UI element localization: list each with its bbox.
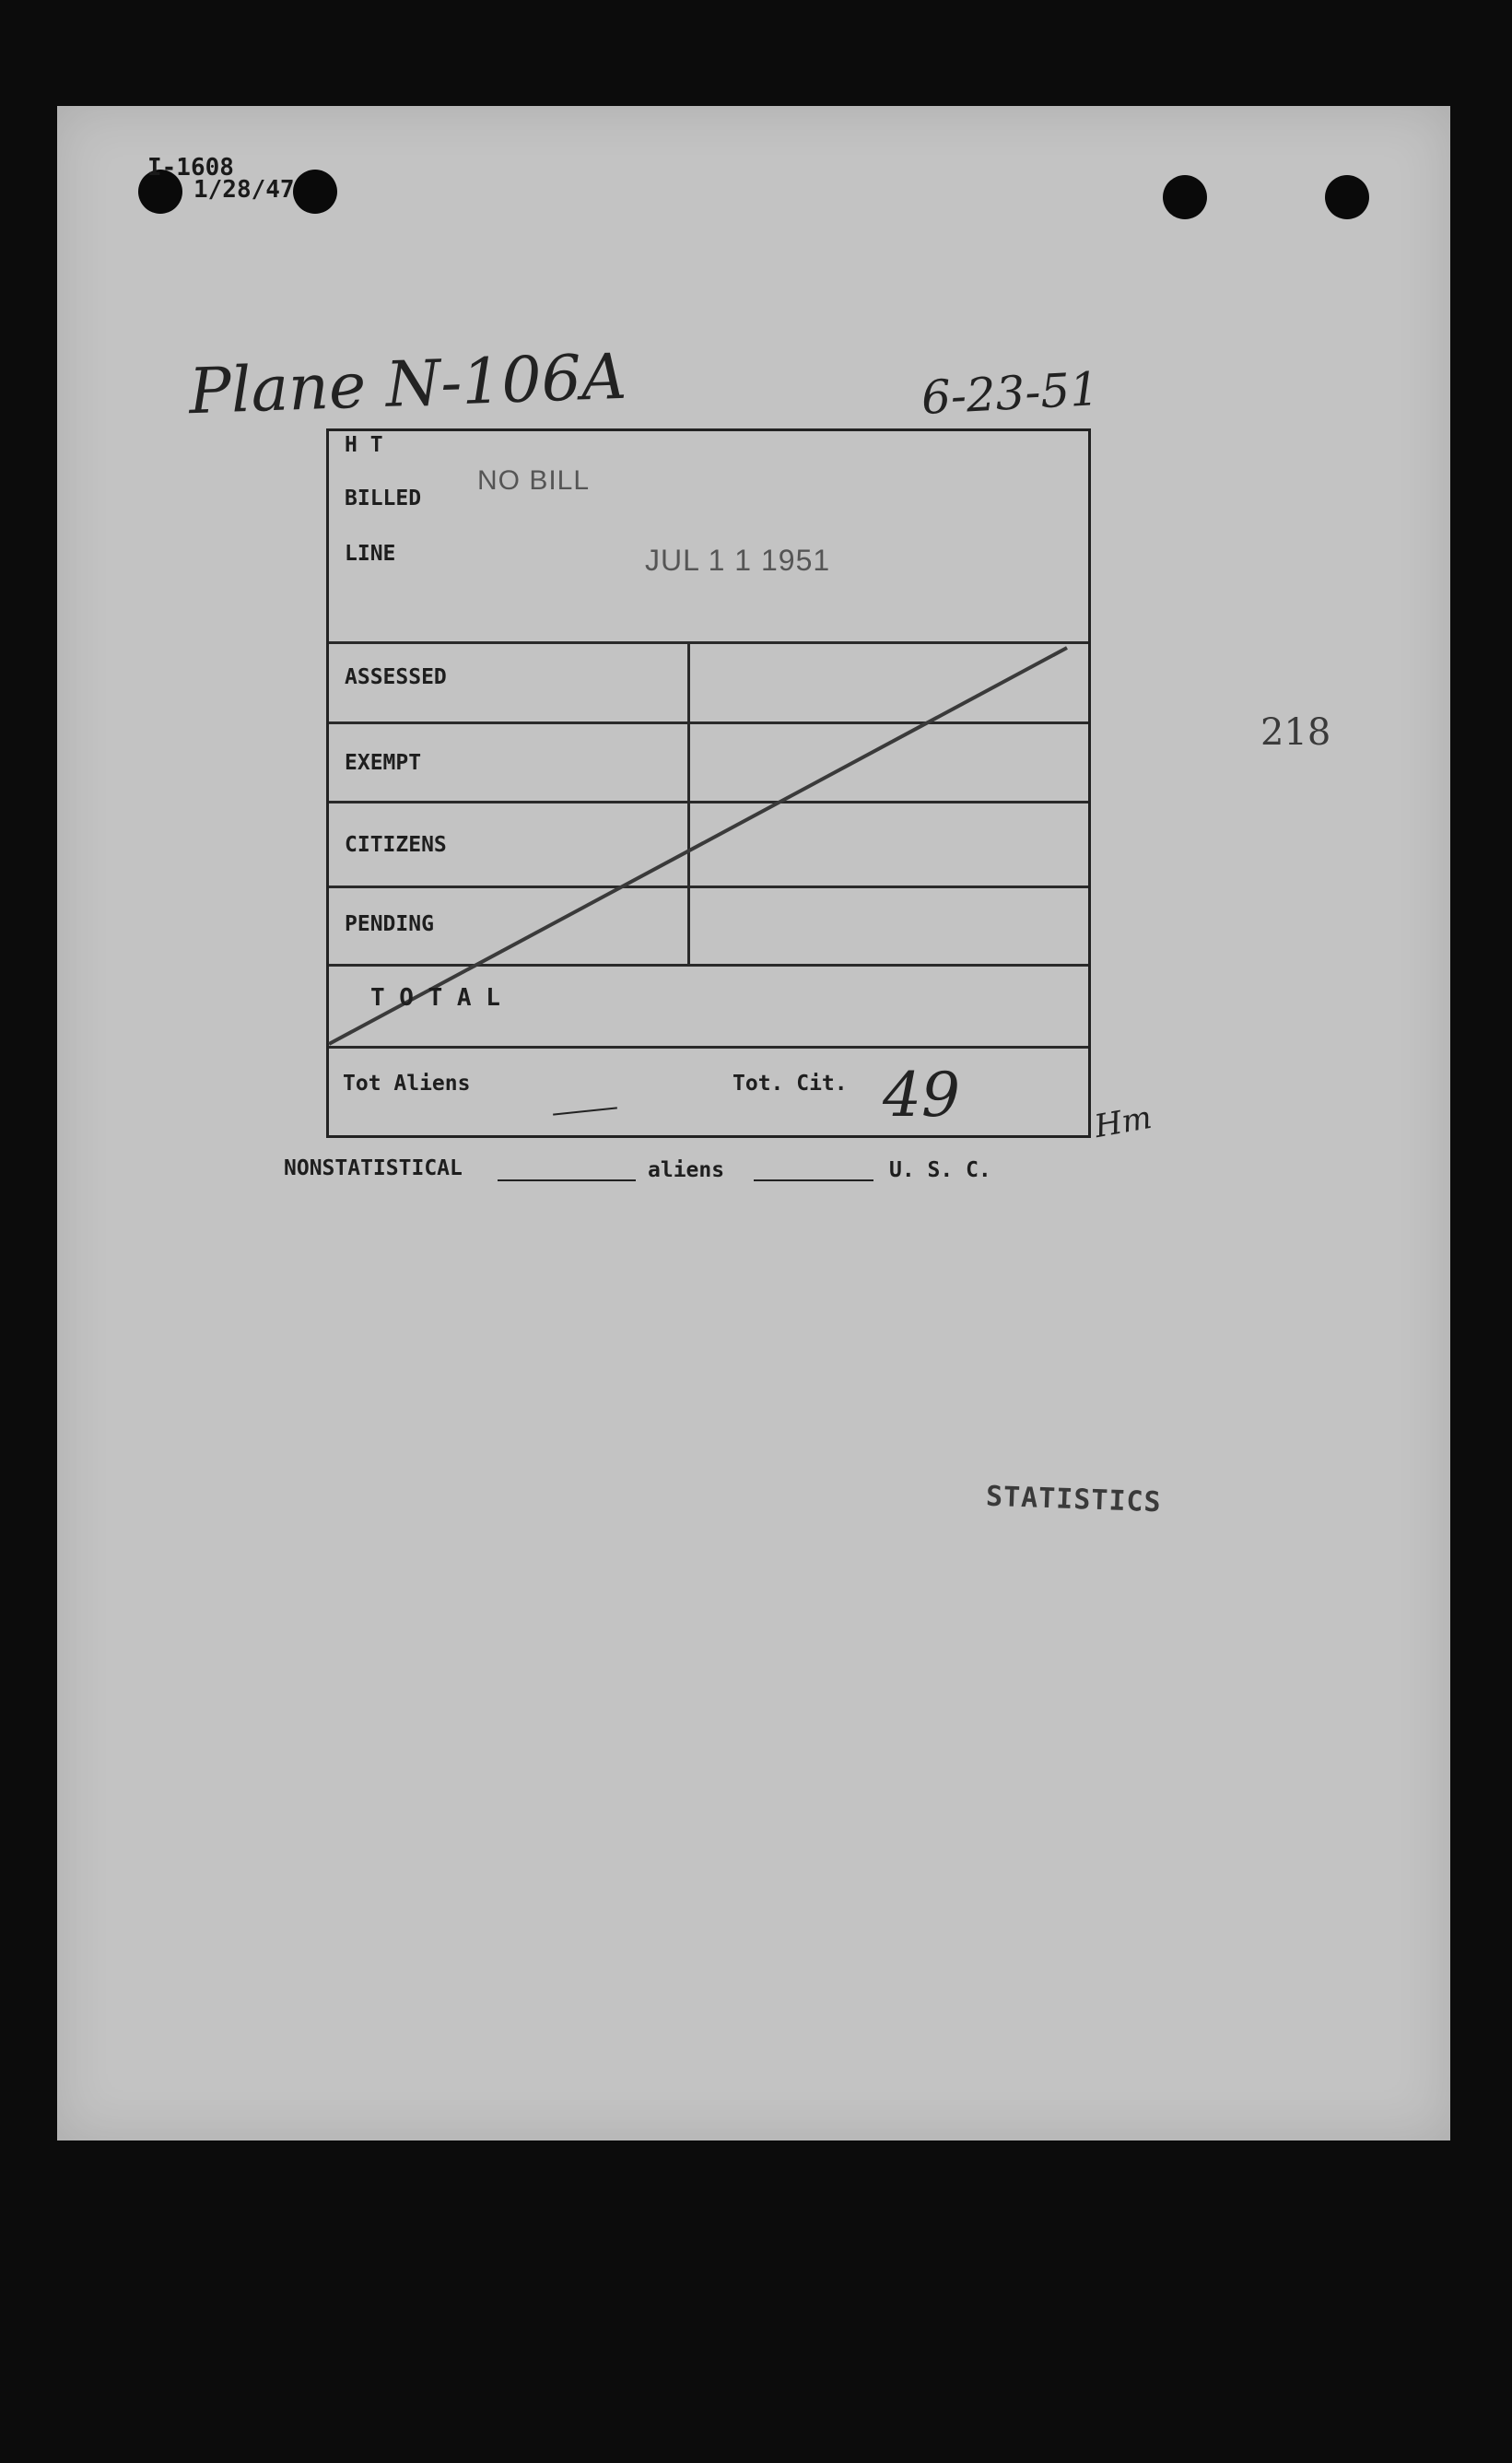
punch-hole-left-2 — [293, 170, 337, 214]
citizens-count: 49 — [883, 1060, 960, 1131]
label-total: T O T A L — [370, 984, 500, 1012]
label-pending: PENDING — [345, 912, 434, 936]
label-nonstatistical: NONSTATISTICAL — [284, 1156, 463, 1180]
punch-hole-right-1 — [1163, 175, 1207, 219]
aliens-blank — [754, 1179, 873, 1181]
label-assessed: ASSESSED — [345, 665, 447, 689]
flight-number: Plane N-106A — [187, 340, 628, 429]
label-aliens: aliens — [648, 1158, 725, 1182]
page-number: 218 — [1260, 711, 1331, 754]
nonstatistical-blank — [498, 1179, 636, 1181]
cancel-slash — [326, 428, 1091, 1138]
punch-hole-right-2 — [1325, 175, 1369, 219]
label-billed: BILLED — [345, 487, 422, 510]
no-bill-stamp: NO BILL — [477, 465, 591, 496]
statistics-stamp: STATISTICS — [985, 1480, 1163, 1519]
label-exempt: EXEMPT — [345, 751, 422, 775]
label-usc: U. S. C. — [889, 1158, 991, 1182]
form-code-date: 1/28/47 — [193, 176, 295, 204]
form-code-number: I-1608 — [147, 154, 234, 182]
label-citizens: CITIZENS — [345, 833, 447, 857]
handwritten-date: 6-23-51 — [920, 361, 1101, 426]
label-line: LINE — [345, 542, 396, 566]
initials: Hm — [1091, 1098, 1155, 1146]
label-tot-cit: Tot. Cit. — [733, 1072, 848, 1096]
statistics-form — [326, 428, 1091, 1138]
label-ht: H T — [345, 433, 383, 457]
label-tot-aliens: Tot Aliens — [343, 1072, 471, 1096]
form-code — [147, 154, 295, 204]
received-date-stamp: JUL 1 1 1951 — [645, 544, 831, 577]
